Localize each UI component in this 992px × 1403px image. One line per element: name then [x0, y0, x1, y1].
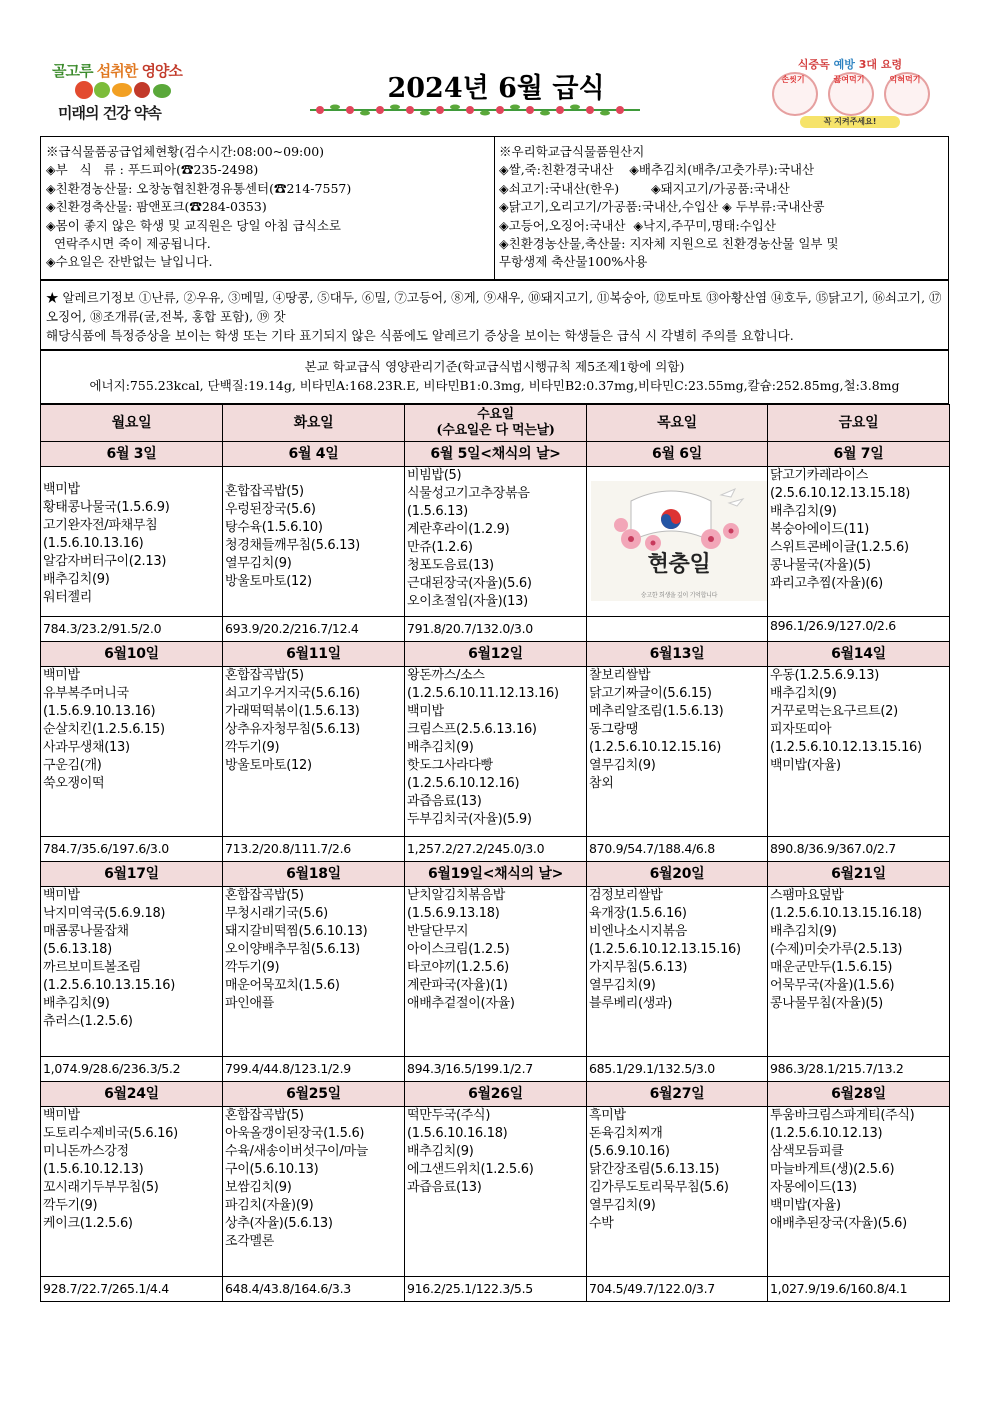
- weekday-wed: 수요일 (수요일은 다 먹는날): [405, 405, 587, 442]
- prevention-title-1: 식중독: [797, 58, 830, 71]
- prevention-caption-2: 끓여먹기: [833, 75, 865, 84]
- nutrition-cell: 896.1/26.9/127.0/2.6: [768, 617, 950, 642]
- date-cell: 6월26일: [405, 1082, 587, 1107]
- date-cell: 6월 7일: [768, 442, 950, 467]
- info-line: ◈쌀,죽:친환경국내산 ◈배추김치(배추/고춧가루):국내산: [499, 162, 815, 178]
- menu-row: [41, 1107, 950, 1277]
- logo-text-3: 영양소: [141, 62, 182, 80]
- nutrition-cell: 791.8/20.7/132.0/3.0: [405, 617, 587, 642]
- menu-cell: 백미밥 낙지미역국(5.6.9.18) 매콤콩나물잡채 (5.6.13.18) 까르보미트볼조림 (1.2.5.6.10.13.15.16) 배추김치(9) 츄러스(1.2.5.6): [41, 887, 223, 1057]
- date-cell: 6월28일: [768, 1082, 950, 1107]
- date-cell: 6월12일: [405, 642, 587, 667]
- nutrition-cell: 704.5/49.7/122.0/3.7: [587, 1277, 768, 1302]
- logo-text-1: 골고루: [52, 62, 93, 80]
- nutrition-standard: [40, 350, 949, 404]
- menu-cell: 백미밥 도토리수제비국(5.6.16) 미니돈까스강정 (1.5.6.10.12.13) 꼬시래기두부무침(5) 깍두기(9) 케이크(1.2.5.6): [41, 1107, 223, 1277]
- menu-cell: 찰보리쌀밥 닭고기짜글이(5.6.15) 메추리알조림(1.5.6.13) 동그랑땡 (1.2.5.6.10.12.15.16) 열무김치(9) 참외: [587, 667, 768, 837]
- date-cell: 6월13일: [587, 642, 768, 667]
- menu-cell: 왕돈까스/소스 (1.2.5.6.10.11.12.13.16) 백미밥 크림스프(2.5.6.13.16) 배추김치(9) 핫도그사라다빵 (1.2.5.6.10.12.16) 과즙음료(13) 두부김치국(자율)(5.9): [405, 667, 587, 837]
- nutrition-cell: 784.7/35.6/197.6/3.0: [41, 837, 223, 862]
- info-line: ◈몸이 좋지 않은 학생 및 교직원은 당일 아침 급식소로: [46, 217, 341, 233]
- food-poisoning-prevention-logo: [770, 54, 930, 130]
- origin-info: [499, 143, 947, 272]
- date-cell: 6월18일: [223, 862, 405, 887]
- nutrition-cell: 890.8/36.9/367.0/2.7: [768, 837, 950, 862]
- date-row: [41, 862, 950, 887]
- prevention-caption-1: 손씻기: [781, 75, 805, 84]
- nutrition-cell: 916.2/25.1/122.3/5.5: [405, 1277, 587, 1302]
- nutrition-standard-title: 본교 학교급식 영양관리기준(학교급식법시행규칙 제5조제1항에 의함): [304, 359, 685, 374]
- page-title: 2024년 6월 급식: [387, 73, 605, 104]
- info-line: ◈부 식 류 : 푸드피아(☎235-2498): [46, 162, 259, 178]
- nutrition-cell: 648.4/43.8/164.6/3.3: [223, 1277, 405, 1302]
- date-cell: 6월 6일: [587, 442, 768, 467]
- info-line: ◈친환경농산물,축산물: 지자체 지원으로 친환경농산물 일부 및: [499, 236, 839, 252]
- weekday-header-row: [41, 405, 950, 442]
- menu-cell: 혼합잡곡밥(5) 아욱올갱이된장국(1.5.6) 수육/새송이버섯구이/마늘 구이(5.6.10.13) 보쌈김치(9) 파김치(자율)(9) 상추(자율)(5.6.13) 조각멜론: [223, 1107, 405, 1277]
- date-cell: 6월11일: [223, 642, 405, 667]
- nutrition-standard-values: 에너지:755.23kcal, 단백질:19.14g, 비타민A:168.23R.E, 비타민B1:0.3mg, 비타민B2:0.37mg,비타민C:23.55mg,칼슘:252.85mg,철:3.8mg: [89, 378, 900, 393]
- menu-cell: 백미밥 황태콩나물국(1.5.6.9) 고기완자전/파채무침 (1.5.6.10.13.16) 알감자버터구이(2.13) 배추김치(9) 워터젤리: [41, 467, 223, 617]
- info-line: ※급식물품공급업체현황(검수시간:08:00~09:00): [46, 144, 325, 159]
- nutrition-row: [41, 837, 950, 862]
- supplier-origin-info: [40, 136, 949, 280]
- menu-cell: 혼합잡곡밥(5) 무청시래기국(5.6) 돼지갈비떡찜(5.6.10.13) 오이양배추무침(5.6.13) 깍두기(9) 매운어묵꼬치(1.5.6) 파인애플: [223, 887, 405, 1057]
- weekday-fri: 금요일: [768, 405, 950, 442]
- date-row: [41, 642, 950, 667]
- info-divider: [494, 137, 495, 279]
- prevention-footer: 꼭 지켜주세요!: [800, 116, 900, 128]
- memorial-day-subtext: 숭고한 희생을 깊이 기억합니다: [640, 592, 718, 599]
- nutrition-cell: 713.2/20.8/111.7/2.6: [223, 837, 405, 862]
- nutrition-cell: 693.9/20.2/216.7/12.4: [223, 617, 405, 642]
- menu-row: [41, 887, 950, 1057]
- nutrition-cell: 799.4/44.8/123.1/2.9: [223, 1057, 405, 1082]
- logo-subtitle: 미래의 건강 약속: [58, 104, 161, 122]
- info-line: 무항생제 축산물100%사용: [499, 254, 648, 270]
- menu-cell: 혼합잡곡밥(5) 우렁된장국(5.6) 탕수육(1.5.6.10) 청경채들깨무침(5.6.13) 열무김치(9) 방울토마토(12): [223, 467, 405, 617]
- info-line: ◈닭고기,오리고기/가공품:국내산,수입산 ◈ 두부류:국내산콩: [499, 199, 825, 215]
- allergy-notice: 해당식품에 특정증상을 보이는 학생 또는 기타 표기되지 않은 식품에도 알레르기 증상을 보이는 학생들은 급식 시 각별히 주의를 요합니다.: [46, 328, 794, 343]
- nutrition-cell: 986.3/28.1/215.7/13.2: [768, 1057, 950, 1082]
- menu-cell: 떡만두국(주식) (1.5.6.10.16.18) 배추김치(9) 에그샌드위치(1.2.5.6) 과즙음료(13): [405, 1107, 587, 1277]
- nutrition-cell: 784.3/23.2/91.5/2.0: [41, 617, 223, 642]
- nutrition-cell: 1,027.9/19.6/160.8/4.1: [768, 1277, 950, 1302]
- date-cell: 6월 4일: [223, 442, 405, 467]
- nutrition-cell: 1,257.2/27.2/245.0/3.0: [405, 837, 587, 862]
- prevention-caption-3: 익혀먹기: [889, 75, 921, 84]
- date-row: [41, 1082, 950, 1107]
- menu-cell: 투움바크림스파게티(주식) (1.2.5.6.10.12.13) 삼색모듬피클 마늘바게트(생)(2.5.6) 자몽에이드(13) 백미밥(자율) 애배추된장국(자율)(5.6): [768, 1107, 950, 1277]
- weekday-thu: 목요일: [587, 405, 768, 442]
- date-cell: 6월10일: [41, 642, 223, 667]
- info-line: ◈친환경축산물: 팜앤포크(☎284-0353): [46, 199, 267, 215]
- flower-vine-decoration-icon: [310, 102, 640, 118]
- nutrition-row: [41, 1057, 950, 1082]
- nutrition-cell: 894.3/16.5/199.1/2.7: [405, 1057, 587, 1082]
- allergy-info: [40, 280, 949, 350]
- flag-flower-icon: [591, 481, 767, 555]
- info-line: ◈수요일은 잔반없는 날입니다.: [46, 254, 213, 270]
- date-cell: 6월 3일: [41, 442, 223, 467]
- logo-text-2: 섭취한: [96, 62, 138, 80]
- date-row: [41, 442, 950, 467]
- allergy-list: ★ 알레르기정보 ①난류, ②우유, ③메밀, ④땅콩, ⑤대두, ⑥밀, ⑦고등어, ⑧게, ⑨새우, ⑩돼지고기, ⑪복숭아, ⑫토마토 ⑬아황산염 ⑭호두, ⑮닭고기, ⑯쇠고기, ⑰오징어, ⑱조개류(굴,전복, 홍합 포함), ⑲ 잣: [46, 290, 942, 324]
- prevention-title-2: 예방: [833, 58, 855, 71]
- nutrition-row: [41, 617, 950, 642]
- menu-cell: 검정보리쌀밥 육개장(1.5.6.16) 비엔나소시지볶음 (1.2.5.6.10.12.13.15.16) 가지무침(5.6.13) 열무김치(9) 블루베리(생과): [587, 887, 768, 1057]
- memorial-day-text: 현충일: [647, 551, 711, 577]
- menu-cell: 흑미밥 돈육김치찌개 (5.6.9.10.16) 닭간장조림(5.6.13.15) 김가루도토리묵무침(5.6) 열무김치(9) 수박: [587, 1107, 768, 1277]
- info-line: 연락주시면 죽이 제공됩니다.: [46, 236, 211, 252]
- menu-cell: 스팸마요덮밥 (1.2.5.6.10.13.15.16.18) 배추김치(9) (수제)미숫가루(2.5.13) 매운군만두(1.5.6.15) 어묵무국(자율)(1.5.6) 콩나물무침(자율)(5): [768, 887, 950, 1057]
- memorial-day-image: [591, 481, 767, 601]
- date-cell: 6월21일: [768, 862, 950, 887]
- date-cell: 6월27일: [587, 1082, 768, 1107]
- date-cell: 6월19일<채식의 날>: [405, 862, 587, 887]
- weekday-tue: 화요일: [223, 405, 405, 442]
- memorial-day-cell: [587, 467, 768, 617]
- weekday-mon: 월요일: [41, 405, 223, 442]
- menu-cell: 낟치알김치볶음밥 (1.5.6.9.13.18) 반달단무지 아이스크림(1.2.5) 타코야끼(1.2.5.6) 계란파국(자율)(1) 애배추겉절이(자율): [405, 887, 587, 1057]
- prevention-title-3: 3대 요령: [858, 58, 903, 71]
- info-line: ※우리학교급식물품원산지: [499, 144, 645, 159]
- menu-cell: 우동(1.2.5.6.9.13) 배추김치(9) 거꾸로먹는요구르트(2) 피자또띠아 (1.2.5.6.10.12.13.15.16) 백미밥(자율): [768, 667, 950, 837]
- nutrition-cell: 685.1/29.1/132.5/3.0: [587, 1057, 768, 1082]
- date-cell: 6월25일: [223, 1082, 405, 1107]
- nutrition-cell: 1,074.9/28.6/236.3/5.2: [41, 1057, 223, 1082]
- info-line: ◈쇠고기:국내산(한우) ◈돼지고기/가공품:국내산: [499, 180, 790, 196]
- date-cell: 6월20일: [587, 862, 768, 887]
- nutrition-cell: 928.7/22.7/265.1/4.4: [41, 1277, 223, 1302]
- nutrition-cell: 870.9/54.7/188.4/6.8: [587, 837, 768, 862]
- menu-table: [40, 404, 950, 1302]
- date-cell: 6월17일: [41, 862, 223, 887]
- nutrition-row: [41, 1277, 950, 1302]
- menu-row: [41, 667, 950, 837]
- menu-cell: 백미밥 유부복주머니국 (1.5.6.9.10.13.16) 순살치킨(1.2.5.6.15) 사과무생채(13) 구운김(개) 쑥오쟁이떡: [41, 667, 223, 837]
- date-cell: 6월14일: [768, 642, 950, 667]
- info-line: ◈고등어,오징어:국내산 ◈낙지,주꾸미,명태:수입산: [499, 217, 776, 233]
- menu-cell: 비빔밥(5) 식물성고기고추장볶음 (1.5.6.13) 계란후라이(1.2.9) 만쥬(1.2.6) 청포도음료(13) 근대된장국(자율)(5.6) 오이초절임(자율)(13): [405, 467, 587, 617]
- date-cell: 6월 5일<채식의 날>: [405, 442, 587, 467]
- info-line: ◈친환경농산물: 오창농협친환경유통센터(☎214-7557): [46, 180, 352, 196]
- menu-cell: 혼합잡곡밥(5) 쇠고기우거지국(5.6.16) 가래떡떡볶이(1.5.6.13) 상추유자청무침(5.6.13) 깍두기(9) 방울토마토(12): [223, 667, 405, 837]
- nutrition-cell: [587, 617, 768, 642]
- supplier-info: [46, 143, 486, 272]
- menu-cell: 닭고기카레라이스 (2.5.6.10.12.13.15.18) 배추김치(9) 복숭아에이드(11) 스위트콘베이글(1.2.5.6) 콩나물국(자율)(5) 꽈리고추찜(자율)(6): [768, 467, 950, 617]
- date-cell: 6월24일: [41, 1082, 223, 1107]
- menu-row: [41, 467, 950, 617]
